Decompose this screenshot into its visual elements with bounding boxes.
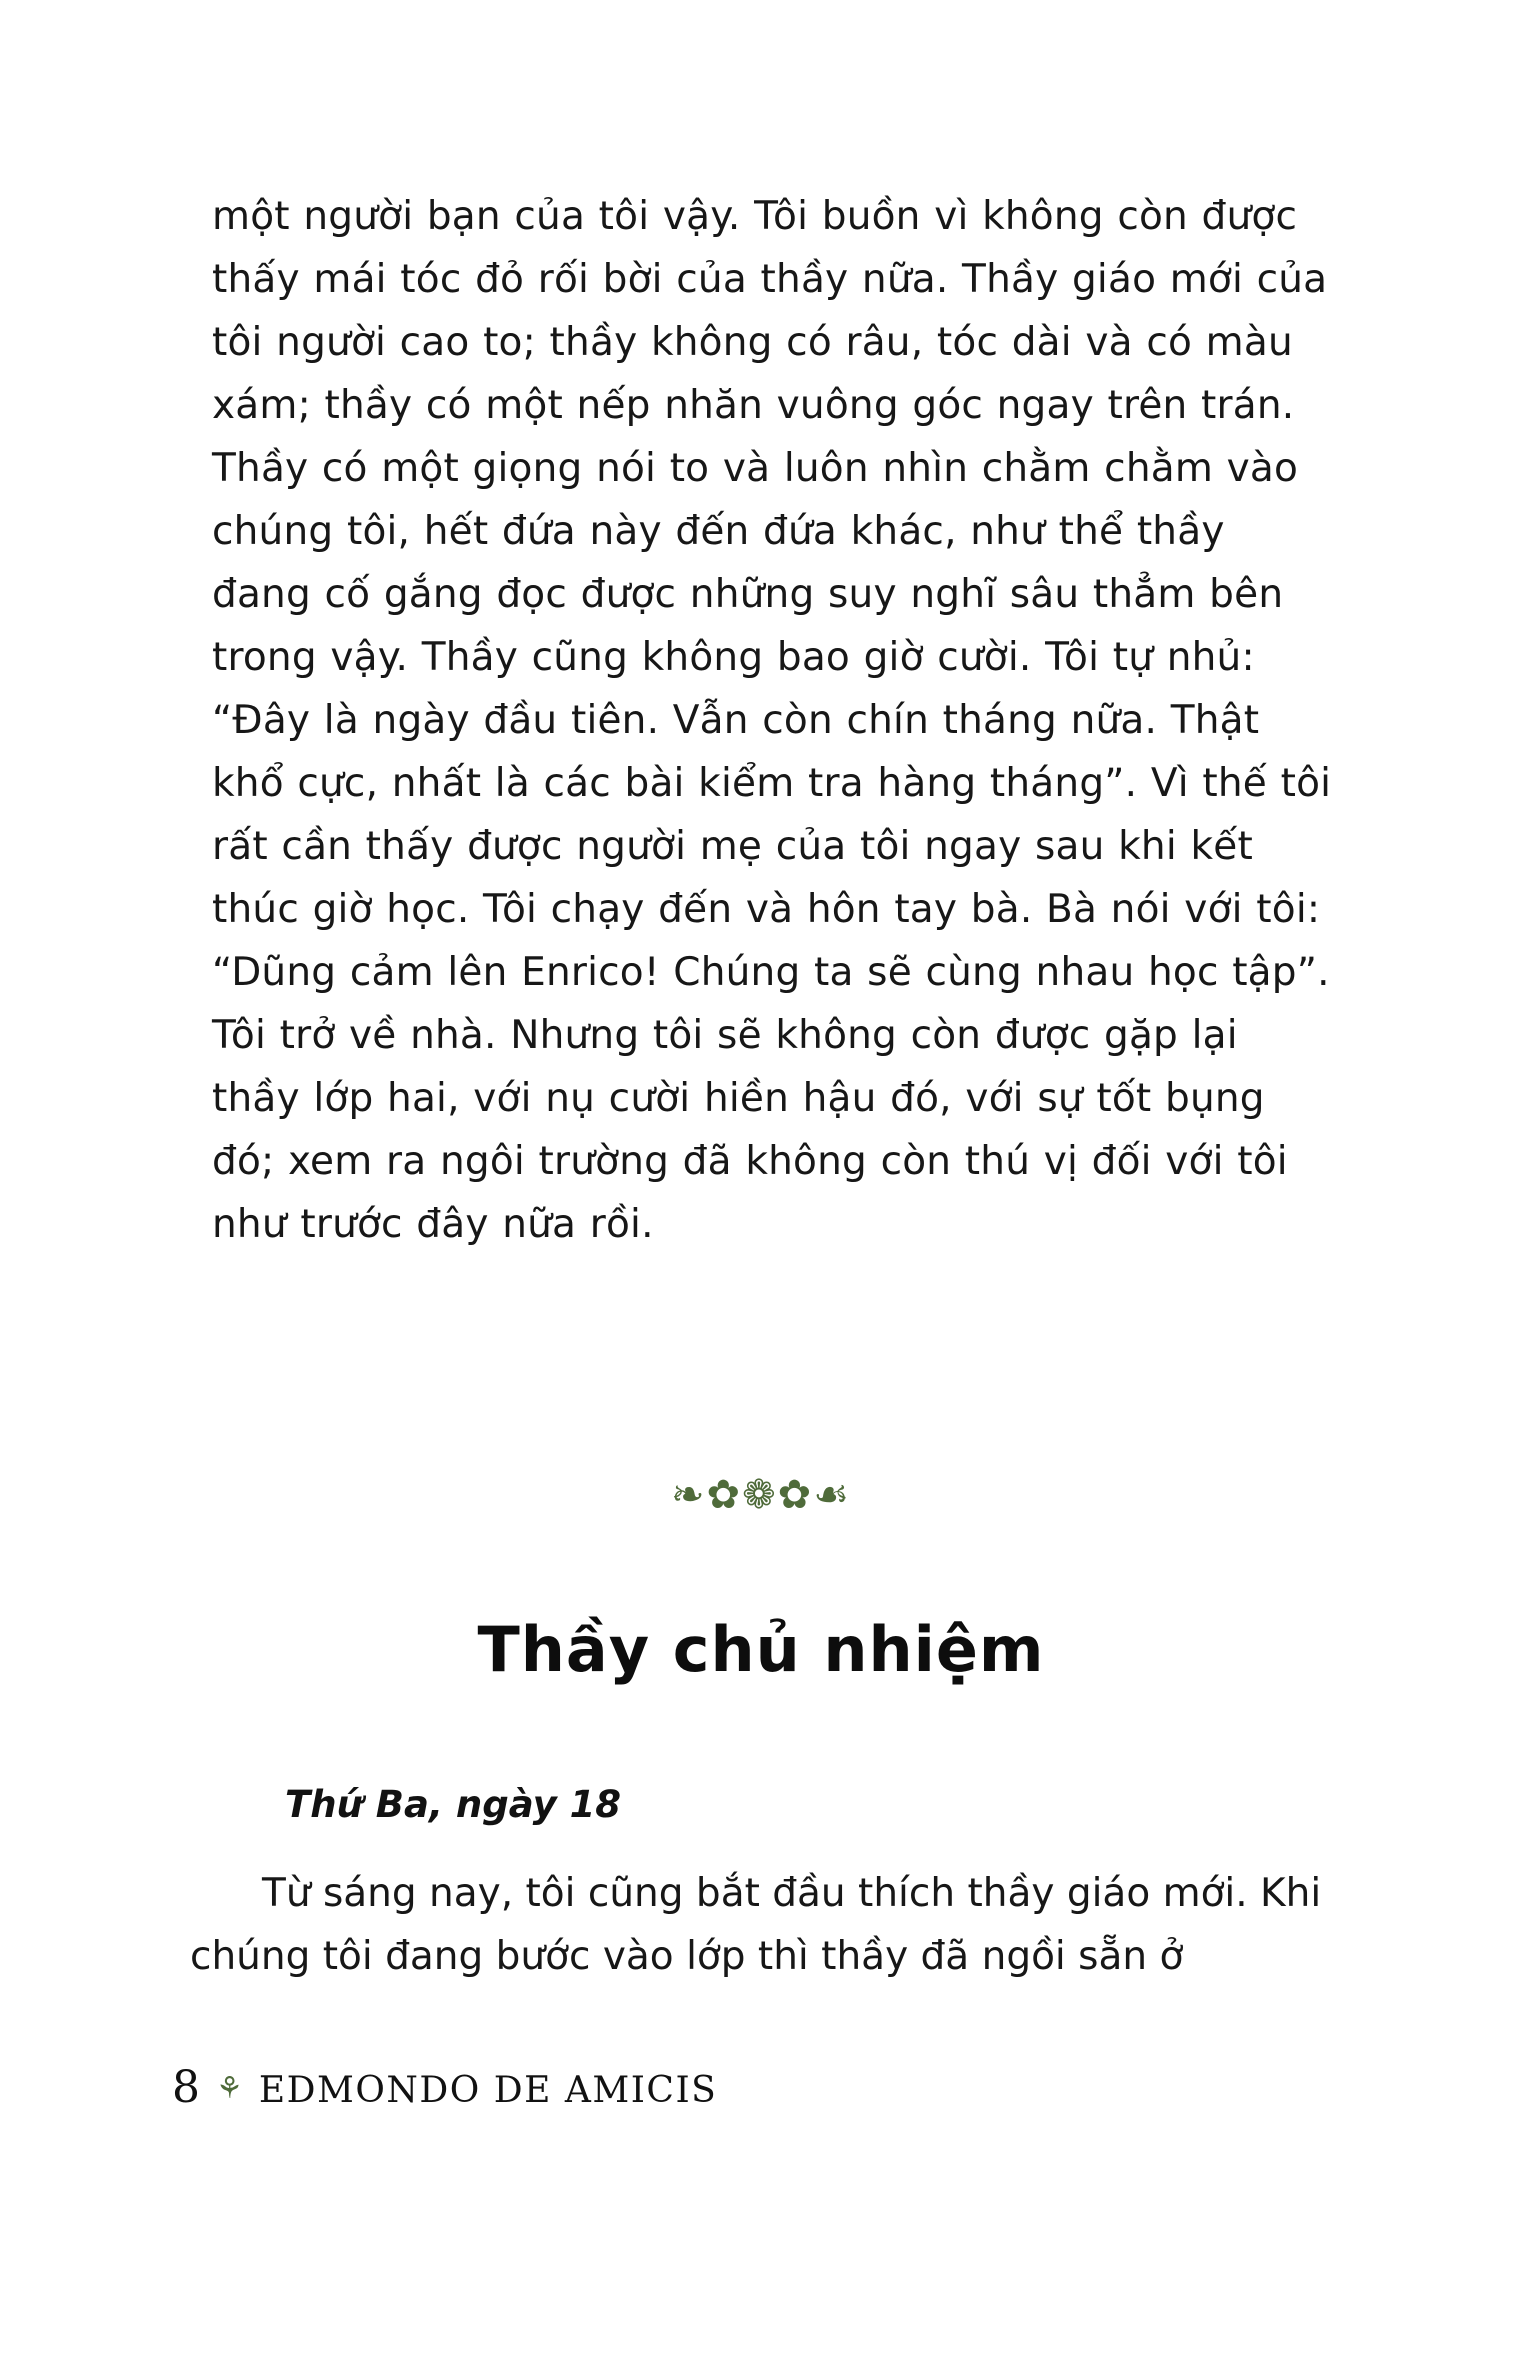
- floral-divider-icon: ❧✿❁✿☙: [671, 1472, 851, 1518]
- flower-icon: ⚘: [216, 2071, 243, 2106]
- page-number: 8: [172, 2062, 200, 2113]
- paragraph-new-section: [190, 1862, 1350, 1988]
- diary-date-heading: Thứ Ba, ngày 18: [285, 1783, 622, 1826]
- chapter-title: Thầy chủ nhiệm: [477, 1612, 1045, 1686]
- paragraph-continuation: một người bạn của tôi vậy. Tôi buồn vì không còn được thấy mái tóc đỏ rối bời của thầy nữa. Thầy giáo mới của tôi người cao to; thầy không có râu, tóc dài và có màu xám; thầy có một nếp nhăn vuông góc ngay trên trán. Thầy có một giọng nói to và luôn nhìn chằm chằm vào chúng tôi, hết đứa này đến đứa khác, như thể thầy đang cố gắng đọc được những suy nghĩ sâu thẳm bên trong vậy. Thầy cũng không bao giờ cười. Tôi tự nhủ: “Đây là ngày đầu tiên. Vẫn còn chín tháng nữa. Thật khổ cực, nhất là các bài kiểm tra hàng tháng”. Vì thế tôi rất cần thấy được người mẹ của tôi ngay sau khi kết thúc giờ học. Tôi chạy đến và hôn tay bà. Bà nói với tôi: “Dũng cảm lên Enrico! Chúng ta sẽ cùng nhau học tập”. Tôi trở về nhà. Nhưng tôi sẽ không còn được gặp lại thầy lớp hai, với nụ cười hiền hậu đó, với sự tốt bụng đó; xem ra ngôi trường đã không còn thú vị đối với tôi như trước đây nữa rồi.: [212, 194, 1345, 1247]
- paragraph-new-section-text: Từ sáng nay, tôi cũng bắt đầu thích thầy giáo mới. Khi chúng tôi đang bước vào lớp thì thầy đã ngồi sẵn ở: [190, 1871, 1334, 1979]
- page-footer: [172, 2062, 717, 2114]
- footer-author-name: EDMONDO DE AMICIS: [258, 2070, 718, 2111]
